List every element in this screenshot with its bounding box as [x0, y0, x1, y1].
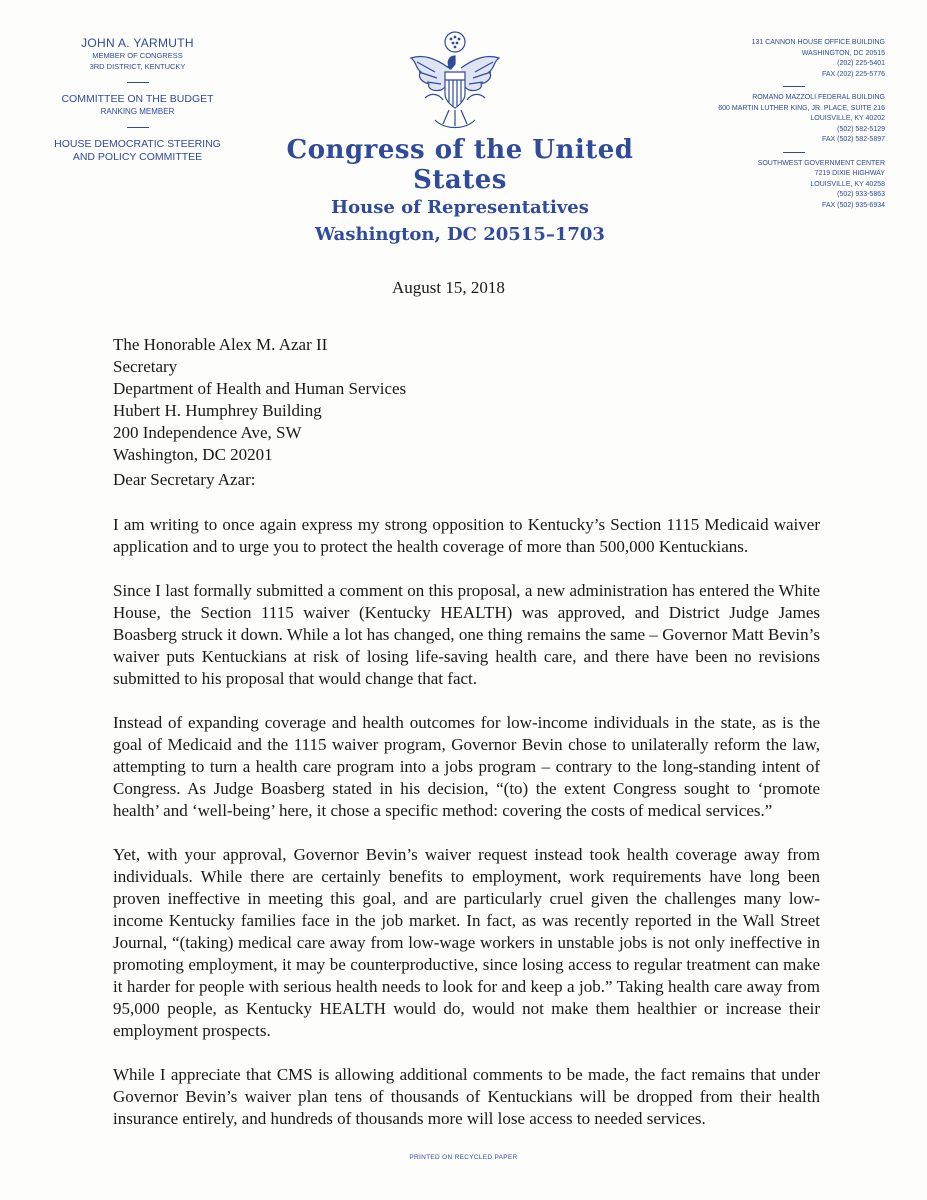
office-line: LOUISVILLE, KY 40202 [810, 115, 885, 122]
letterhead-offices-block [685, 38, 885, 211]
recycled-paper-footer: PRINTED ON RECYCLED PAPER [409, 1154, 518, 1161]
office-line: 131 CANNON HOUSE OFFICE BUILDING [751, 39, 885, 46]
office-line: WASHINGTON, DC 20515 [801, 49, 885, 57]
office-line: FAX (202) 225-5776 [821, 70, 885, 78]
committee-line: HOUSE DEMOCRATIC STEERING [54, 138, 221, 150]
office-line: LOUISVILLE, KY 40258 [810, 180, 885, 188]
member-name: JOHN A. YARMUTH [81, 36, 194, 50]
office-louisville [685, 93, 885, 146]
letterhead-member-block [40, 36, 235, 164]
office-line: FAX (502) 582-5897 [821, 136, 885, 143]
paragraph: I am writing to once again express my strong opposition to Kentucky’s Section 1115 Medicaid waiver application and to urge you to protect the health coverage of more than 500,000 Kentuckians. [113, 515, 820, 556]
heading-house: House of Representatives [331, 197, 589, 218]
office-line: 7219 DIXIE HIGHWAY [814, 170, 885, 177]
office-line: SOUTHWEST GOVERNMENT CENTER [757, 159, 885, 167]
paragraph: Since I last formally submitted a comment on this proposal, a new administration has entered the White House, the Section 1115 waiver (Kentucky HEALTH) was approved, and District Judge James Boasberg struck it down. While a lot has changed, one thing remains the same – Governor Matt Bevin’s waiver puts Kentuckians at risk of losing life-saving health care, and there have been no revisions submitted to his proposal that would change that fact. [113, 581, 820, 688]
divider [127, 82, 149, 83]
office-line: (502) 582-5129 [837, 125, 885, 133]
letter-body [113, 514, 820, 1152]
divider [783, 152, 805, 153]
recipient-address [113, 334, 406, 466]
office-southwest [685, 159, 885, 212]
address-line: 200 Independence Ave, SW [113, 423, 302, 442]
address-line: Washington, DC 20201 [113, 445, 273, 464]
office-line: (202) 225-5401 [837, 60, 885, 67]
letterhead-heading [250, 135, 670, 245]
office-line: FAX (502) 935-6934 [821, 201, 885, 209]
heading-congress: Congress of the United States [286, 135, 634, 195]
address-line: Secretary [113, 357, 178, 376]
address-line: Department of Health and Human Services [113, 379, 407, 398]
office-line: ROMANO MAZZOLI FEDERAL BUILDING [752, 94, 885, 101]
committee-line: AND POLICY COMMITTEE [72, 151, 203, 163]
member-district: 3RD DISTRICT, KENTUCKY [89, 62, 186, 71]
salutation: Dear Secretary Azar: [113, 470, 256, 489]
office-line: 600 MARTIN LUTHER KING, JR. PLACE, SUITE 216 [718, 104, 885, 112]
address-line: Hubert H. Humphrey Building [113, 401, 322, 420]
member-title: MEMBER OF CONGRESS [92, 51, 183, 60]
letter-date: August 15, 2018 [392, 278, 505, 297]
paragraph: Yet, with your approval, Governor Bevin’s waiver request instead took health coverage away from individuals. While there are certainly benefits to employment, work requirements have long been proven ineffective in meeting this goal, and are particularly cruel given the challenges many low-income Kentucky families face in the job market. In fact, as was recently reported in the Wall Street Journal, “(taking) medical care away from low-wage workers in unstable jobs is not only ineffective in promoting employment, it may be counterproductive, since losing access to regular treatment can make it harder for people with serious health needs to look for and keep a job.” Taking health care away from 95,000 people, as Kentucky HEALTH would do, would not make them healthier or increase their employment prospects. [113, 845, 820, 1040]
divider [127, 127, 149, 128]
office-dc [685, 38, 885, 80]
address-line: The Honorable Alex M. Azar II [113, 335, 328, 354]
paragraph: Instead of expanding coverage and health outcomes for low-income individuals in the state, as is the goal of Medicaid and the 1115 waiver program, Governor Bevin chose to unilaterally reform the law, attempting to turn a health care program into a jobs program – contrary to the long-standing intent of Congress. As Judge Boasberg stated in his decision, “(to) the extent Congress sought to ‘promote health’ and ‘well-being’ here, it chose a specific method: covering the costs of medical services.” [113, 713, 820, 820]
office-line: (502) 933-5863 [837, 191, 885, 198]
great-seal-eagle-icon [405, 28, 505, 138]
committee-line: COMMITTEE ON THE BUDGET [61, 93, 214, 105]
divider [783, 86, 805, 87]
paragraph: While I appreciate that CMS is allowing additional comments to be made, the fact remains that under Governor Bevin’s waiver plan tens of thousands of Kentuckians will be dropped from their health insurance entirely, and hundreds of thousands more will lose access to needed services. [113, 1065, 820, 1128]
heading-address: Washington, DC 20515–1703 [315, 224, 605, 245]
committee-role: RANKING MEMBER [100, 107, 175, 116]
